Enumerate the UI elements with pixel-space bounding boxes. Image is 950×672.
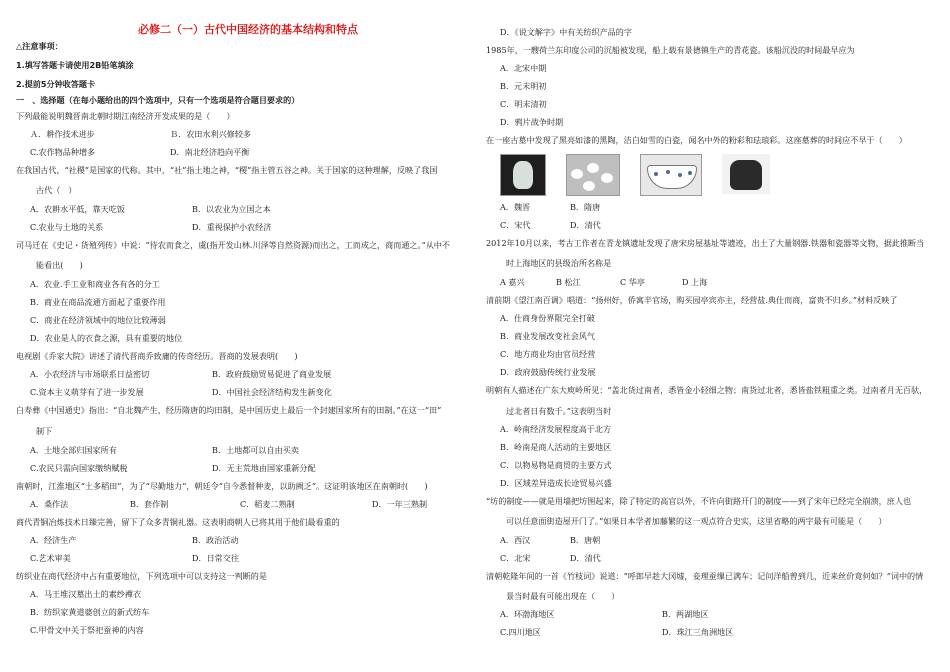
option: C．以物易物是商贸的主要方式 (500, 460, 612, 470)
question-stem: 商代青铜冶炼技术日臻完善，留下了众多青铜礼器。这表明商朝人已将其用于他们最看重的 (16, 517, 340, 527)
question-stem: 明朝有人描述在广东大庾岭所见：“盖北货过南者，悉皆金小轻细之物；南货过北者，悉皆盐铁粗重之类。过南者月无百驮， (486, 385, 928, 395)
option: A．土地全部归国家所有 B．土地都可以自由买卖 (30, 445, 299, 455)
black-pottery-image (722, 154, 770, 194)
question-stem: 在一座古墓中发现了黑亮如漆的黑陶，洁白如雪的白瓷，闻名中外的粉彩和珐琅彩。这座墓葬的时间应不早于（ ） (486, 135, 907, 145)
question-stem: 1985年，一艘荷兰东印度公司的沉船被发现，船上载有景德镇生产的青花瓷。该船沉没的时间最早应为 (486, 45, 855, 55)
notice-heading: △注意事项： (16, 41, 63, 51)
option: Ａ．耕作技术进步 Ｂ．农田水利兴修较多 (30, 129, 251, 139)
option: B．元末明初 (500, 81, 547, 91)
option: C.四川地区 D．珠江三角洲地区 (500, 627, 734, 637)
option: A．北宋中期 (500, 63, 547, 73)
question-stem-cont: 景当时最有可能出现在（ ） (506, 591, 620, 601)
option: A．马王堆汉墓出土的素纱襌衣 (30, 589, 142, 599)
question-stem: 清朝乾隆年间的一首《竹枝词》说道：“呼郎早趁大冈墟，妾理蚕缫已满车；记问洋船曾到几，近来丝价竟何如？”词中的情 (486, 571, 924, 581)
page-title: 必修二（一）古代中国经济的基本结构和特点 (138, 23, 358, 36)
option: A．仕商身份界限完全打破 (500, 313, 595, 323)
option: C.甲骨文中关于祭祀蚕神的内容 (30, 625, 144, 635)
option: C．商业在经济领域中的地位比较薄弱 (30, 315, 166, 325)
option: A．农业.手工业和商业各有各的分工 (30, 279, 160, 289)
option: B．纺织家黄道婆创立的新式纺车 (30, 607, 150, 617)
question-stem-cont: 古代（ ） (36, 185, 77, 195)
option: A．小农经济与市场联系日益密切 B．政府鼓励贸易促进了商业发展 (30, 369, 332, 379)
question-stem-cont: 可以任意面街造屋开门了。”如果日本学者加藤繁的这一观点符合史实，这里省略的两字最有可能是（ ） (506, 516, 887, 526)
option: B．商业发展改变社会风气 (500, 331, 595, 341)
option: C．明末清初 (500, 99, 547, 109)
question-stem-cont: 能看出( ) (36, 260, 83, 270)
white-porcelain-vase-image (500, 154, 546, 196)
artifact-photos (500, 154, 770, 196)
option: A．桑作法 B．套作制 C．稻麦二熟制 D．一年三熟制 (30, 499, 428, 509)
enamel-bowl-image (640, 154, 702, 196)
option: C.资本主义萌芽有了进一步发展 D．中国社会经济结构发生新变化 (30, 387, 332, 397)
tea-set-image (566, 154, 620, 196)
question-stem: “坊的制度——就是用墙把坊围起来，除了特定的高官以外，不许向街路开门的制度——到了宋年已经完全崩溃，庶人也 (486, 496, 912, 506)
question-stem: 2012年10月以来，考古工作者在青龙镇遗址发现了唐宋房屋基址等遗迹，出土了大量钢器.铁器和瓷器等文物，据此推断当 (486, 238, 925, 248)
option: C．地方商业均由官员经营 (500, 349, 596, 359)
question-stem-cont: 制下 (36, 426, 53, 436)
question-stem-cont: 时上海地区的县级治所名称是 (506, 258, 612, 268)
notice-item: 1.填写答题卡请使用2B铅笔填涂 (16, 60, 134, 70)
question-stem: 南朝时，江淮地区“土多稻田”，为了“尽勤地力”，朝廷令“自今悉督种麦，以助阙乏”。这证明该地区在南朝时( ) (16, 481, 428, 491)
option: D．政府鼓励传统行业发展 (500, 367, 596, 377)
option: C.农民只需向国家缴纳赋税 D．无主荒地由国家重新分配 (30, 463, 316, 473)
question-stem: 在我国古代，“社稷”是国家的代称。其中，“社”指土地之神，“稷”指主管五谷之神。关于国家的这种理解，反映了我国 (16, 165, 438, 175)
section-heading: 一 、选择题（在每小题给出的四个选项中，只有一个选项是符合题目要求的） (16, 95, 300, 105)
question-stem-cont: 过北者日有数千。”这表明当时 (506, 406, 612, 416)
option: C．宋代 D．清代 (500, 220, 601, 230)
option: A．农耕水平低，靠天吃饭 B．以农业为立国之本 (30, 204, 271, 214)
question-stem: 白寿彝《中国通史》指出：“自北魏产生，经历隋唐的均田制，是中国历史上最后一个封建国家所有的田制。”在这一“田” (16, 405, 442, 415)
option: D．《说文解字》中有关纺织产品的字 (500, 27, 632, 37)
option: A．环渤海地区 B．两湖地区 (500, 609, 709, 619)
option: A．魏晋 B．隋唐 (500, 202, 601, 212)
option: B．岭南是商人活动的主要地区 (500, 442, 612, 452)
question-stem: 电视剧《乔家大院》讲述了清代晋商乔致庸的传奇经历。晋商的发展表明( ) (16, 351, 298, 361)
option: C.艺术审美 D．日常交往 (30, 553, 239, 563)
option: D．鸦片战争时期 (500, 117, 564, 127)
question-stem: 纺织业在商代经济中占有重要地位，下列选项中可以支持这一判断的是 (16, 571, 267, 581)
option: D．农业是人的衣食之源，具有重要的地位 (30, 333, 183, 343)
option: A．岭南经济发展程度高于北方 (500, 424, 612, 434)
option: D．区域差异造成长途贸易兴盛 (500, 478, 612, 488)
option: B．商业在商品流通方面起了重要作用 (30, 297, 166, 307)
notice-item: 2.提前5分钟收答题卡 (16, 79, 96, 89)
option: C．北宋 D．清代 (500, 553, 601, 563)
option: C.农业与土地的关系 D．重视保护小农经济 (30, 222, 272, 232)
option: A．西汉 B．唐朝 (500, 535, 601, 545)
question-stem: 司马迁在《史记・货殖列传》中说：“待农而食之，虞(指开发山林.川泽等自然资源)而出之，工而成之，商而通之。”从中不 (16, 240, 450, 250)
question-stem: 清前期《望江南百调》唱道：“扬州好，侨寓半官场，购买园亭宾亦主，经营盐.典仕而商，富贵不归乡。”材料反映了 (486, 295, 898, 305)
option: A．经济生产 B．政治活动 (30, 535, 239, 545)
option: A 嘉兴 B 松江 C 华亭 D 上海 (500, 277, 708, 287)
option: C.农作物品种增多 D．南北经济趋向平衡 (30, 147, 250, 157)
question-stem: 下列最能说明魏晋南北朝时期江南经济开发成果的是（ ） (16, 111, 235, 121)
